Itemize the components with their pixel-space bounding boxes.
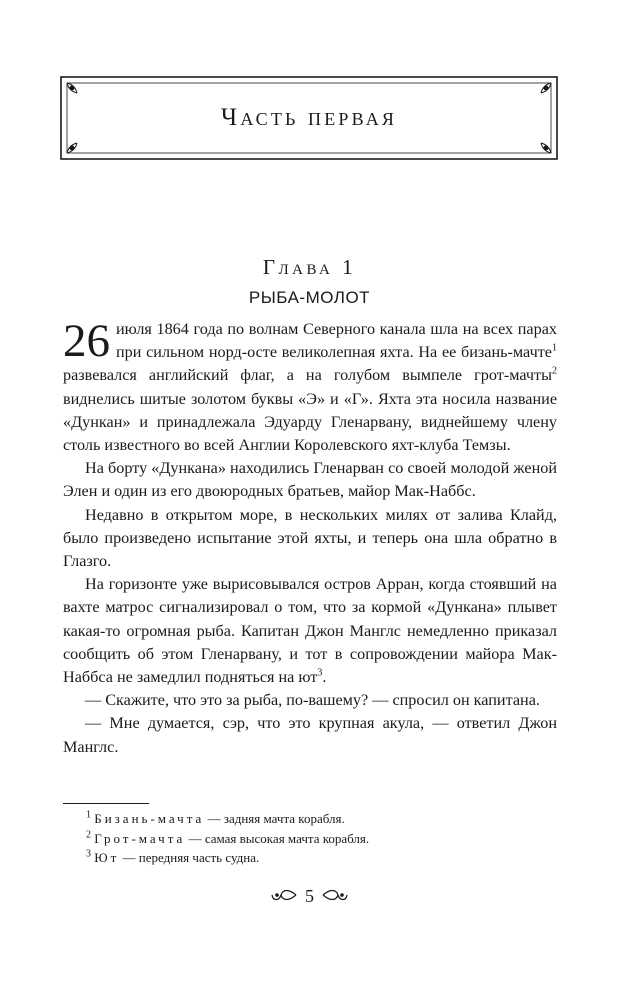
paragraph-4-text-b: . xyxy=(322,668,327,687)
footnote-ref-3[interactable]: 3 xyxy=(317,667,323,679)
page-folio xyxy=(0,882,619,908)
chapter-subtitle: РЫБА-МОЛОТ xyxy=(248,288,371,307)
footnote-divider xyxy=(63,803,149,804)
paragraph-3: Недавно в открытом море, в нескольких милях от залива Клайд, было произведено испытание этой яхты, и теперь она шла обратно в Глазго. xyxy=(63,505,557,571)
paragraph-4 xyxy=(63,573,557,689)
chapter-title: Глава 1 xyxy=(262,255,357,279)
footnote-3 xyxy=(86,848,556,868)
footnote-2 xyxy=(86,829,556,849)
paragraph-1-text-c: виднелись шитые золотом буквы «Э» и «Г». Яхта эта носила название «Дункан» и принадлежала Эдуарду Гленарвану, виднейшему члену столь известного во всей Англии Королевского яхт-клуба Темзы. xyxy=(63,389,557,455)
footnote-text: — самая высокая мачта корабля. xyxy=(185,830,370,846)
footnote-number: 2 xyxy=(86,829,91,841)
paragraph-1-text-b: развевался английский флаг, а на голубом вымпеле грот-мачты xyxy=(63,366,552,385)
footnote-ref-1[interactable]: 1 xyxy=(552,342,557,354)
footnote-term: Бизань-мачта xyxy=(94,811,205,826)
paragraph-2: На борту «Дункана» находились Гленарван со своей молодой женой Элен и один из его двоюродных братьев, майор Мак-Наббс. xyxy=(63,459,557,501)
footnote-text: — задняя мачта корабля. xyxy=(204,811,345,826)
footnote-term: Ют xyxy=(94,850,120,865)
chapter-text xyxy=(63,315,557,759)
footnote-text: — передняя часть судна. xyxy=(119,850,260,865)
drop-cap: 26 xyxy=(63,315,110,367)
footnotes xyxy=(86,809,556,868)
paragraph-6: — Мне думается, сэр, что это крупная акула, — ответил Джон Манглс. xyxy=(63,714,557,756)
paragraph-5: — Скажите, что это за рыба, по-вашему? — спросил он капитана. xyxy=(85,691,540,710)
part-title: Часть первая xyxy=(220,104,398,131)
footnote-1 xyxy=(86,809,556,829)
footnote-number: 1 xyxy=(86,809,91,821)
part-title-frame xyxy=(57,73,561,163)
footnote-term: Грот-мачта xyxy=(94,830,186,846)
footnote-number: 3 xyxy=(86,848,91,860)
page-number: 5 xyxy=(305,885,314,906)
footnote-ref-2[interactable]: 2 xyxy=(552,366,557,378)
paragraph-1 xyxy=(63,315,557,457)
paragraph-1-text-a: июля 1864 года по волнам Северного канала шла на всех парах при сильном норд-осте великолепная яхта. На ее бизань-мачте xyxy=(116,320,557,362)
paragraph-4-text-a: На горизонте уже вырисовывался остров Арран, когда стоявший на вахте матрос сигнализировал о том, что за кормой «Дункана» плывет какая-то огромная рыба. Капитан Джон Манглс немедленно приказал сообщить об этом Гленарвану, и тот в сопровождении майора Мак-Наббса не замедлил подняться на ют xyxy=(63,575,557,687)
right-flourish-icon xyxy=(322,884,348,908)
left-flourish-icon xyxy=(271,884,297,908)
